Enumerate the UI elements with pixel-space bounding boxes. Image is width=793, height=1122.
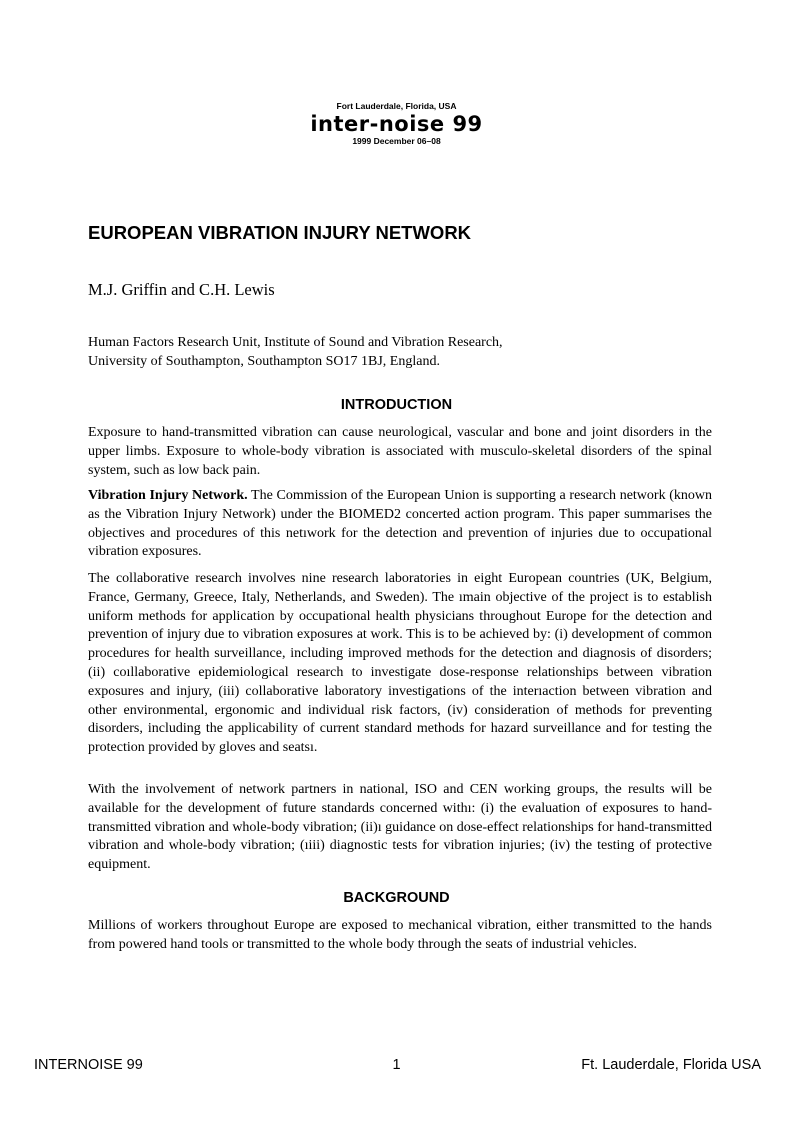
footer-conference: INTERNOISE 99 — [34, 1057, 143, 1073]
section-heading-introduction: INTRODUCTION — [340, 397, 453, 413]
intro-paragraph-4: With the involvement of network partners in national, ISO and CEN working groups, the results will be available for the development of future standards concerned withı: (i) the evaluation of exposures to hand-transmitted vibration and whole-body vibration; (ii)ı guidance on dose-effect relationships for hand-transmitted vibration and whole-body vibration; (ıiii) diagnostic tests for vibration injuries; (iv) the testing of protective equipment. — [88, 782, 712, 873]
intro-paragraph-3: The collaborative research involves nine research laboratories in eight European countries (UK, Belgium, France, Germany, Greece, Italy, Netherlands, and Sweden). The ımain objective of the project is to establish uniform methods for application by occupational health physicians throughout Europe for the detection and prevention of injury due to vibration exposures at work. This is to be achieved by: (i) development of common procedures for health surveillance, including improved methods for the detection and diagnosis of disorders; (ii) coıllaborative epidemiological research to investigate dose-response relationships between vibration exposures and injury, (iii) collaborative laboratory investigations of the interıaction between vibration and other environmental, ergonomic and individual risk factors, (iv) consideration of methods for preventing disorders, including the applicability of current standard methods for hazard surveillance and for testing the protection provided by gloves and seatsı. — [88, 571, 712, 756]
affiliation-line-2: University of Southampton, Southampton SO17 1BJ, England. — [88, 354, 440, 369]
footer-page-number: 1 — [392, 1057, 401, 1073]
conference-dates: 1999 December 06–08 — [352, 136, 441, 146]
intro-paragraph-1: Exposure to hand-transmitted vibration can cause neurological, vascular and bone and joint disorders in the upper limbs. Exposure to whole-body vibration is associated with musculo-skeletal disorders of the spinal system, such as low back pain. — [88, 425, 712, 478]
footer-location: Ft. Lauderdale, Florida USA — [581, 1057, 761, 1073]
intro-paragraph-2-text: The Commission of the European Union is supporting a research network (known as the Vibration Injury Network) under the BIOMED2 concerted action program. This paper summarises the objectives and procedures of this netıwork for the detection and prevention of injuries due to occupational vibration exposures. — [88, 488, 712, 560]
background-paragraph-1: Millions of workers throughout Europe are exposed to mechanical vibration, either transmitted to the hands from powered hand tools or transmitted to the whole body through the seats of industrial vehicles. — [88, 918, 712, 952]
paper-title: EUROPEAN VIBRATION INJURY NETWORK — [88, 222, 472, 243]
paper-authors: M.J. Griffin and C.H. Lewis — [88, 280, 275, 299]
intro-paragraph-2 — [88, 487, 712, 562]
affiliation-line-1: Human Factors Research Unit, Institute of Sound and Vibration Research, — [88, 335, 503, 350]
conference-location: Fort Lauderdale, Florida, USA — [336, 101, 457, 111]
paper-affiliation — [88, 333, 503, 371]
conference-header — [0, 101, 793, 147]
conference-logo: inter-noise 99 — [310, 112, 483, 136]
intro-paragraph-2-lead: Vibration Injury Network. — [88, 488, 248, 503]
section-heading-background: BACKGROUND — [343, 890, 450, 906]
